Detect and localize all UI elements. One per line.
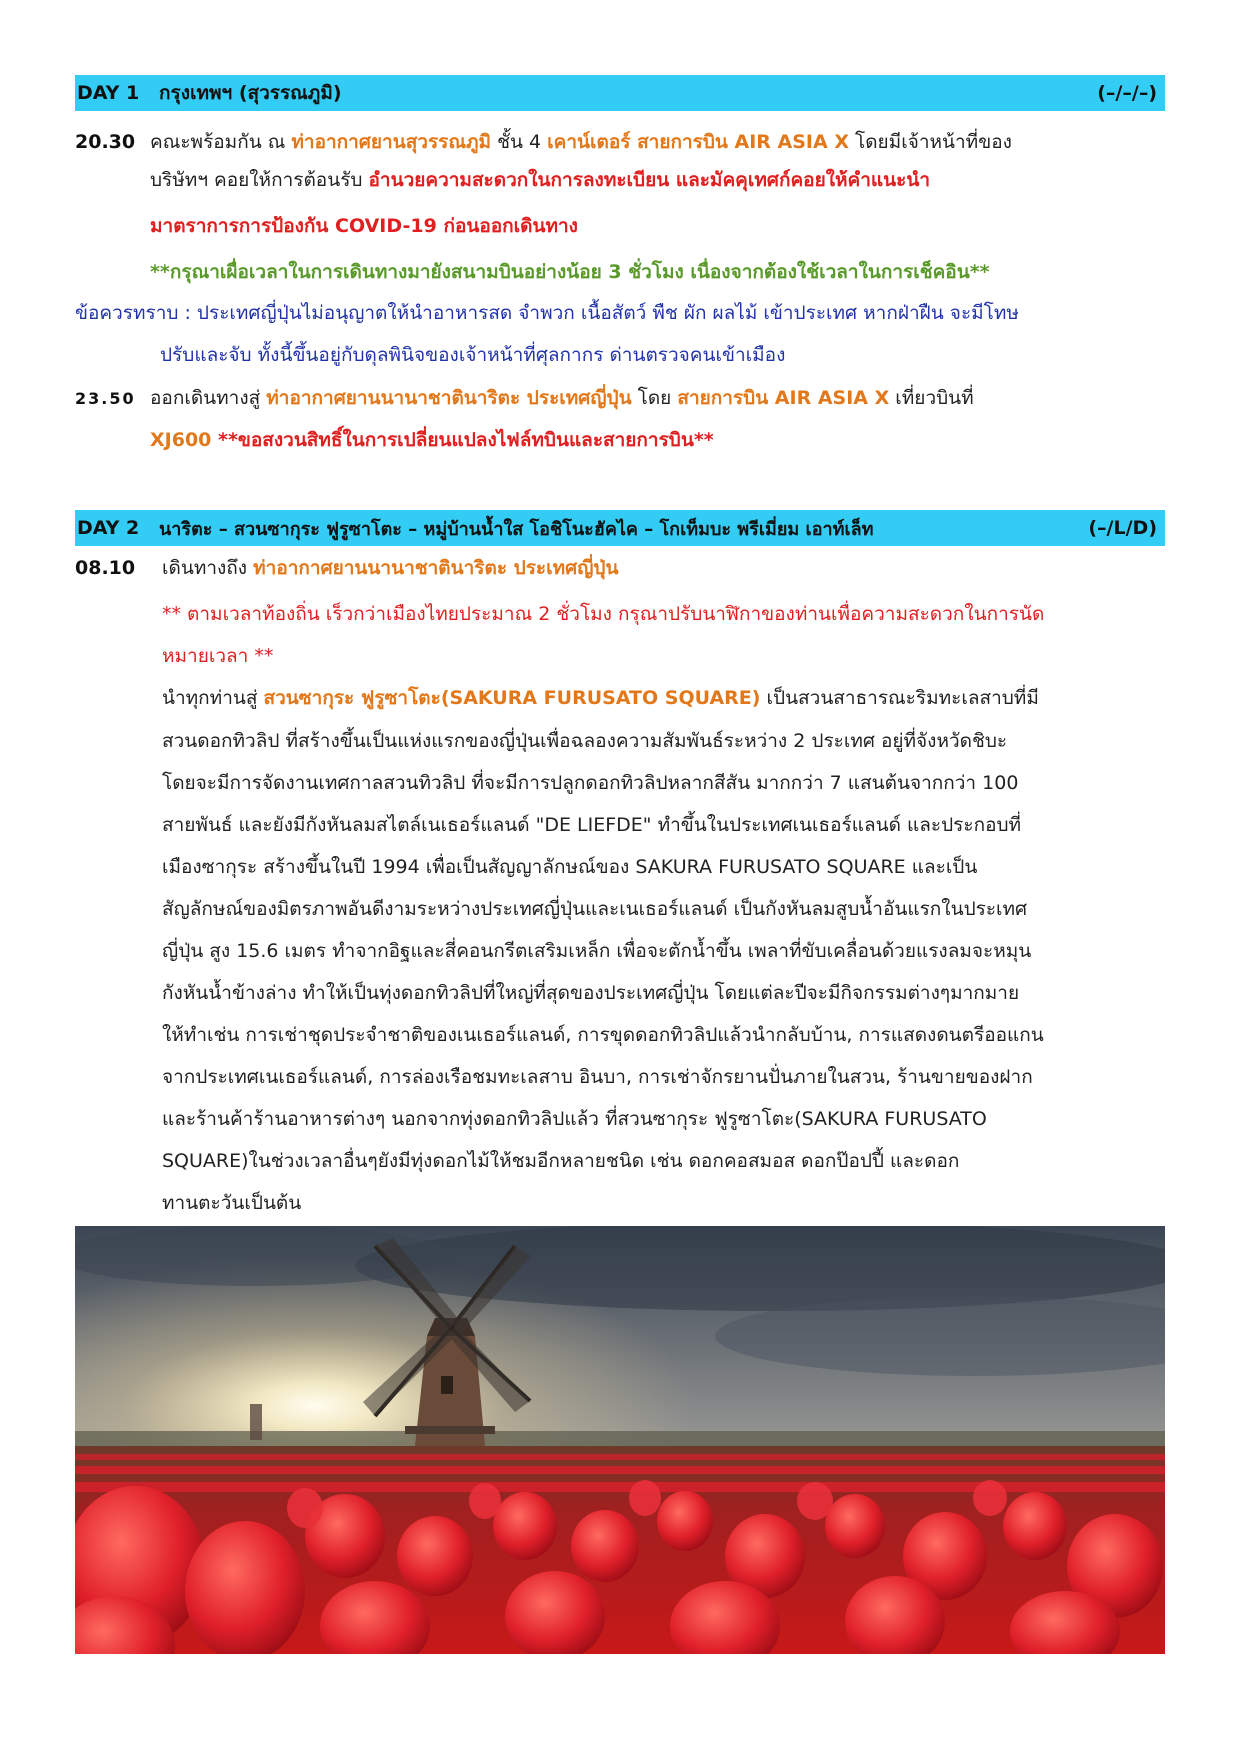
entry-text: คณะพร้อมกัน ณ	[150, 131, 292, 153]
windmill-tulip-photo	[75, 1226, 1165, 1654]
flight-number: XJ600	[150, 429, 212, 451]
timezone-note: หมายเวลา **	[162, 645, 274, 667]
warning-text: มาตราการการป้องกัน COVID-19 ก่อนออกเดินทาง	[150, 215, 578, 237]
entry-text: เป็นสวนสาธารณะริมทะเลสาบที่มี	[760, 687, 1039, 709]
itinerary-entry-line	[75, 130, 1012, 154]
description-line: ให้ทำเช่น การเช่าชุดประจำชาติของเนเธอร์แลนด์, การขุดดอกทิวลิปแล้วนำกลับบ้าน, การแสดงดนตรีออแกน	[162, 1024, 1044, 1046]
day1-header	[75, 75, 1165, 111]
itinerary-entry-line	[150, 168, 930, 192]
warning-text: อำนวยความสะดวกในการลงทะเบียน และมัคคุเทศก์คอยให้คำแนะนำ	[368, 169, 930, 191]
day-label: DAY 1	[77, 82, 140, 104]
description-line: สัญลักษณ์ของมิตรภาพอันดีงามระหว่างประเทศญี่ปุ่นและเนเธอร์แลนด์ เป็นกังหันลมสูบน้ำอันแรกในประเทศ	[162, 898, 1028, 920]
warning-text: **ขอสงวนสิทธิ์ในการเปลี่ยนแปลงไฟล์ทบินและสายการบิน**	[211, 429, 714, 451]
description-line: SQUARE)ในช่วงเวลาอื่นๆยังมีทุ่งดอกไม้ให้ชมอีกหลายชนิด เช่น ดอกคอสมอส ดอกป๊อปปี้ และดอก	[162, 1150, 960, 1172]
description-line: ทานตะวันเป็นต้น	[162, 1192, 302, 1214]
day-label: DAY 2	[77, 517, 140, 539]
description-line: เมืองซากุระ สร้างขึ้นในปี 1994 เพื่อเป็นสัญญาลักษณ์ของ SAKURA FURUSATO SQUARE และเป็น	[162, 856, 978, 878]
highlight-text: ท่าอากาศยานสุวรรณภูมิ	[291, 131, 492, 153]
description-line: สายพันธ์ และยังมีกังหันลมสไตล์เนเธอร์แลนด์ "DE LIEFDE" ทำขึ้นในประเทศเนเธอร์แลนด์ และประกอบที่	[162, 814, 1022, 836]
entry-text: ชั้น 4	[491, 131, 548, 153]
entry-text: เที่ยวบินที่	[889, 387, 974, 409]
highlight-text: ท่าอากาศยานนานาชาตินาริตะ ประเทศญี่ปุ่น	[253, 557, 619, 579]
entry-text: บริษัทฯ คอยให้การต้อนรับ	[150, 169, 369, 191]
checkin-note: **กรุณาเผื่อเวลาในการเดินทางมายังสนามบินอย่างน้อย 3 ชั่วโมง เนื่องจากต้องใช้เวลาในการเช็คอิน**	[150, 261, 990, 283]
description-line: และร้านค้าร้านอาหารต่างๆ นอกจากทุ่งดอกทิวลิปแล้ว ที่สวนซากุระ ฟูรูซาโตะ(SAKURA FURUSATO	[162, 1108, 987, 1130]
meals-code: (–/L/D)	[1088, 517, 1157, 539]
day-title: นาริตะ – สวนซากุระ ฟูรูซาโตะ – หมู่บ้านน้ำใส โอชิโนะฮัคไค – โกเท็มบะ พรีเมี่ยม เอาท์เล็ท	[159, 518, 874, 540]
highlight-text: ท่าอากาศยานนานาชาตินาริตะ ประเทศญี่ปุ่น	[266, 387, 632, 409]
entry-time: 08.10	[75, 557, 136, 579]
entry-text: โดย	[631, 387, 678, 409]
description-line: โดยจะมีการจัดงานเทศกาลสวนทิวลิป ที่จะมีการปลูกดอกทิวลิปหลากสีสัน มากกว่า 7 แสนต้นจากกว่า 100	[162, 772, 1019, 794]
entry-text: ออกเดินทางสู่	[150, 387, 267, 409]
meals-code: (–/–/–)	[1097, 82, 1157, 104]
description-line: กังหันน้ำข้างล่าง ทำให้เป็นทุ่งดอกทิวลิปที่ใหญ่ที่สุดของประเทศญี่ปุ่น โดยแต่ละปีจะมีกิจกรรมต่างๆมากมาย	[162, 982, 1020, 1004]
entry-time: 20.30	[75, 131, 136, 153]
itinerary-entry-line	[75, 556, 618, 580]
notice-line: ข้อควรทราบ : ประเทศญี่ปุ่นไม่อนุญาตให้นำอาหารสด จำพวก เนื้อสัตว์ พืช ผัก ผลไม้ เข้าประเทศ หากฝ่าฝืน จะมีโทษ	[75, 302, 1019, 324]
entry-text: โดยมีเจ้าหน้าที่ของ	[848, 131, 1012, 153]
entry-text: เดินทางถึง	[162, 557, 254, 579]
description-line: ญี่ปุ่น สูง 15.6 เมตร ทำจากอิฐและสี่คอนกรีตเสริมเหล็ก เพื่อจะตักน้ำขึ้น เพลาที่ขับเคลื่อนด้วยแรงลมจะหมุน	[162, 940, 1032, 962]
description-line: สวนดอกทิวลิป ที่สร้างขึ้นเป็นแห่งแรกของญี่ปุ่นเพื่อฉลองความสัมพันธ์ระหว่าง 2 ประเทศ อยู่ที่จังหวัดชิบะ	[162, 730, 1008, 752]
description-line	[162, 686, 1039, 710]
timezone-note: ** ตามเวลาท้องถิ่น เร็วกว่าเมืองไทยประมาณ 2 ชั่วโมง กรุณาปรับนาฬิกาของท่านเพื่อความสะดวกในการนัด	[162, 603, 1045, 625]
attraction-name: สวนซากุระ ฟูรูซาโตะ(SAKURA FURUSATO SQUARE)	[263, 687, 761, 709]
itinerary-entry-line	[75, 386, 974, 411]
notice-line: ปรับและจับ ทั้งนี้ขึ้นอยู่กับดุลพินิจของเจ้าหน้าที่ศุลกากร ด่านตรวจคนเข้าเมือง	[160, 344, 786, 366]
itinerary-entry-line	[150, 428, 714, 452]
entry-time: 23.50	[75, 389, 136, 408]
entry-text: นำทุกท่านสู่	[162, 687, 264, 709]
day-title: กรุงเทพฯ (สุวรรณภูมิ)	[159, 82, 342, 104]
highlight-text: สายการบิน AIR ASIA X	[677, 387, 890, 409]
day2-header	[75, 510, 1165, 546]
highlight-text: เคาน์เตอร์ สายการบิน AIR ASIA X	[547, 131, 849, 153]
description-line: จากประเทศเนเธอร์แลนด์, การล่องเรือชมทะเลสาบ อินบา, การเช่าจักรยานปั่นภายในสวน, ร้านขายของฝาก	[162, 1066, 1033, 1088]
